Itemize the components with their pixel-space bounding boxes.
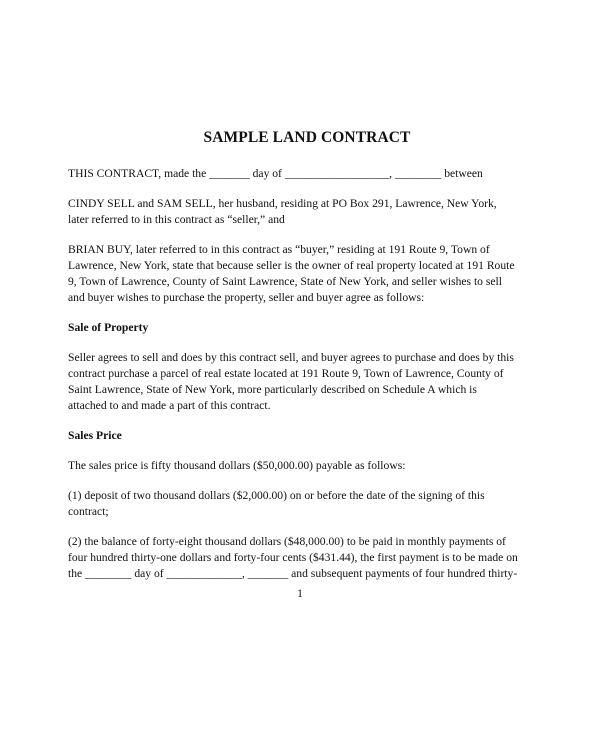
deposit-paragraph: [68, 488, 546, 520]
document-body: [68, 128, 546, 596]
intro-paragraph: [68, 166, 546, 182]
text-line: attached to and made a part of this contract.: [68, 399, 271, 412]
text-line: Seller agrees to sell and does by this contract sell, and buyer agrees to purchase and does by this: [68, 351, 514, 364]
text-line: The sales price is fifty thousand dollars ($50,000.00) payable as follows:: [68, 459, 406, 472]
text-line: Lawrence, New York, state that because seller is the owner of real property located at 191 Route: [68, 259, 515, 272]
text-line: Saint Lawrence, State of New York, more particularly described on Schedule A which is: [68, 383, 477, 396]
property-paragraph: [68, 350, 546, 414]
text-line: THIS CONTRACT, made the _______ day of __________________, ________ between: [68, 167, 483, 180]
text-line: contract purchase a parcel of real estate located at 191 Route 9, Town of Lawrence, County of: [68, 367, 504, 380]
price-intro-paragraph: [68, 458, 546, 474]
document-title: SAMPLE LAND CONTRACT: [203, 129, 411, 146]
seller-paragraph: [68, 196, 546, 228]
buyer-paragraph: [68, 242, 546, 306]
text-line: later referred to in this contract as “seller,” and: [68, 213, 285, 226]
text-line: 9, Town of Lawrence, County of Saint Lawrence, State of New York, and seller wishes to sell: [68, 275, 502, 288]
section-heading-sales-price: Sales Price: [68, 429, 122, 442]
balance-paragraph: [68, 534, 546, 582]
text-line: CINDY SELL and SAM SELL, her husband, residing at PO Box 291, Lawrence, New York,: [68, 197, 497, 210]
text-line: (2) the balance of forty-eight thousand dollars ($48,000.00) to be paid in monthly payments of: [68, 535, 506, 548]
page-number: 1: [297, 587, 303, 600]
text-line: BRIAN BUY, later referred to in this contract as “buyer,” residing at 191 Route 9, Town of: [68, 243, 490, 256]
text-line: the ________ day of _____________, _______ and subsequent payments of four hundred thirty-: [68, 567, 518, 580]
text-line: contract;: [68, 505, 109, 518]
text-line: four hundred thirty-one dollars and forty-four cents ($431.44), the first payment is to be made on: [68, 551, 518, 564]
section-heading-sale-of-property: Sale of Property: [68, 321, 149, 334]
text-line: (1) deposit of two thousand dollars ($2,000.00) on or before the date of the signing of this: [68, 489, 485, 502]
text-line: and buyer wishes to purchase the property, seller and buyer agree as follows:: [68, 291, 425, 304]
